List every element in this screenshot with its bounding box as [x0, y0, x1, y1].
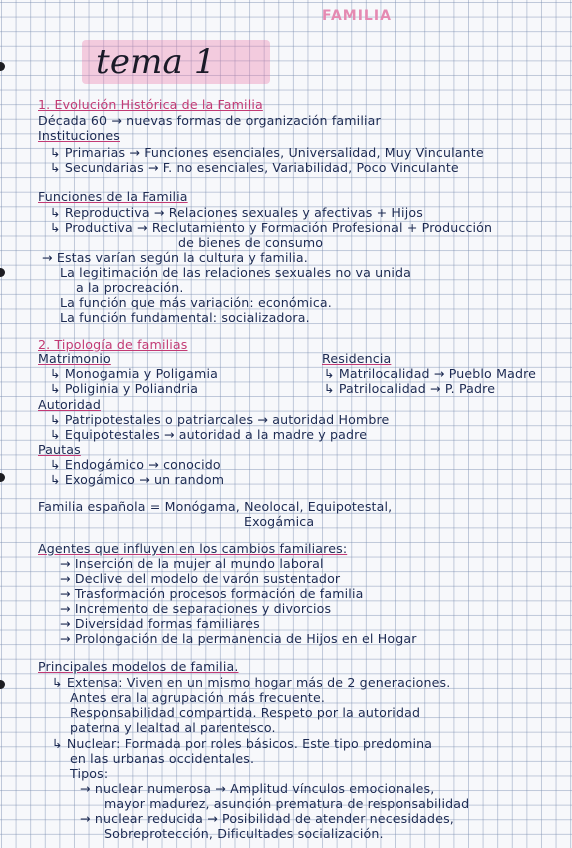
page-title: tema 1	[96, 42, 216, 82]
note-line: de bienes de consumo	[178, 235, 324, 250]
page-header: FAMILIA	[322, 8, 392, 24]
note-line: ↳ Productiva → Reclutamiento y Formación Profesional + Producción	[50, 220, 493, 235]
note-line: paterna y lealtad al parentesco.	[70, 720, 276, 735]
note-line: ↳ Primarias → Funciones esenciales, Universalidad, Muy Vinculante	[50, 145, 484, 160]
note-line: ↳ Monogamia y Poligamia	[50, 366, 218, 381]
note-line: Tipos:	[70, 766, 109, 781]
note-line: ↳ Exogámico → un random	[50, 472, 225, 487]
section-heading: Autoridad	[38, 397, 101, 412]
note-line: → nuclear reducida → Posibilidad de atender necesidades,	[80, 811, 454, 826]
section-heading: Pautas	[38, 442, 81, 457]
note-line: ↳ Patrilocalidad → P. Padre	[324, 381, 496, 396]
section-heading: Agentes que influyen en los cambios familiares:	[38, 541, 348, 556]
note-line: La función que más variación: económica.	[60, 295, 332, 310]
note-line: ↳ Nuclear: Formada por roles básicos. Este tipo predomina	[52, 736, 433, 751]
note-line: Exogámica	[244, 514, 315, 529]
section-heading: Residencia	[322, 351, 392, 366]
note-line: ↳ Endogámico → conocido	[50, 457, 221, 472]
note-line: ↳ Extensa: Viven en un mismo hogar más de 2 generaciones.	[52, 675, 451, 690]
note-line: → Inserción de la mujer al mundo laboral	[60, 556, 324, 571]
section-heading: Principales modelos de familia.	[38, 659, 239, 674]
note-line: a la procreación.	[76, 280, 184, 295]
note-line: ↳ Patripotestales o patriarcales → autoridad Hombre	[50, 412, 390, 427]
note-line: La legitimación de las relaciones sexuales no va unida	[60, 265, 412, 280]
section-heading: Instituciones	[38, 128, 120, 143]
note-line: Antes era la agrupación más frecuente.	[70, 690, 326, 705]
section-heading: 2. Tipología de familias	[38, 337, 188, 352]
note-line: La función fundamental: socializadora.	[60, 310, 310, 325]
note-line: ↳ Matrilocalidad → Pueblo Madre	[324, 366, 537, 381]
note-line: → Prolongación de la permanencia de Hijos en el Hogar	[60, 631, 417, 646]
note-line: Sobreprotección, Dificultades socialización.	[104, 826, 384, 841]
note-line: mayor madurez, asunción prematura de responsabilidad	[104, 796, 470, 811]
note-line: ↳ Equipotestales → autoridad a la madre y padre	[50, 427, 368, 442]
note-line: ↳ Secundarias → F. no esenciales, Variabilidad, Poco Vinculante	[50, 160, 459, 175]
note-line: → nuclear numerosa → Amplitud vínculos emocionales,	[80, 781, 435, 796]
note-line: → Declive del modelo de varón sustentador	[60, 571, 341, 586]
note-line: → Trasformación procesos formación de familia	[60, 586, 364, 601]
note-line: → Incremento de separaciones y divorcios	[60, 601, 332, 616]
section-heading: Matrimonio	[38, 351, 111, 366]
note-line: Década 60 → nuevas formas de organización familiar	[38, 113, 381, 128]
note-line: ↳ Poliginia y Poliandria	[50, 381, 199, 396]
note-line: en las urbanas occidentales.	[70, 751, 255, 766]
note-line: ↳ Reproductiva → Relaciones sexuales y afectivas + Hijos	[50, 205, 423, 220]
section-heading: 1. Evolución Histórica de la Familia	[38, 97, 263, 112]
note-line: Familia española = Monógama, Neolocal, Equipotestal,	[38, 499, 393, 514]
note-line: → Estas varían según la cultura y familia.	[42, 250, 308, 265]
section-heading: Funciones de la Familia	[38, 189, 188, 204]
note-line: Responsabilidad compartida. Respeto por la autoridad	[70, 705, 421, 720]
note-line: → Diversidad formas familiares	[60, 616, 260, 631]
